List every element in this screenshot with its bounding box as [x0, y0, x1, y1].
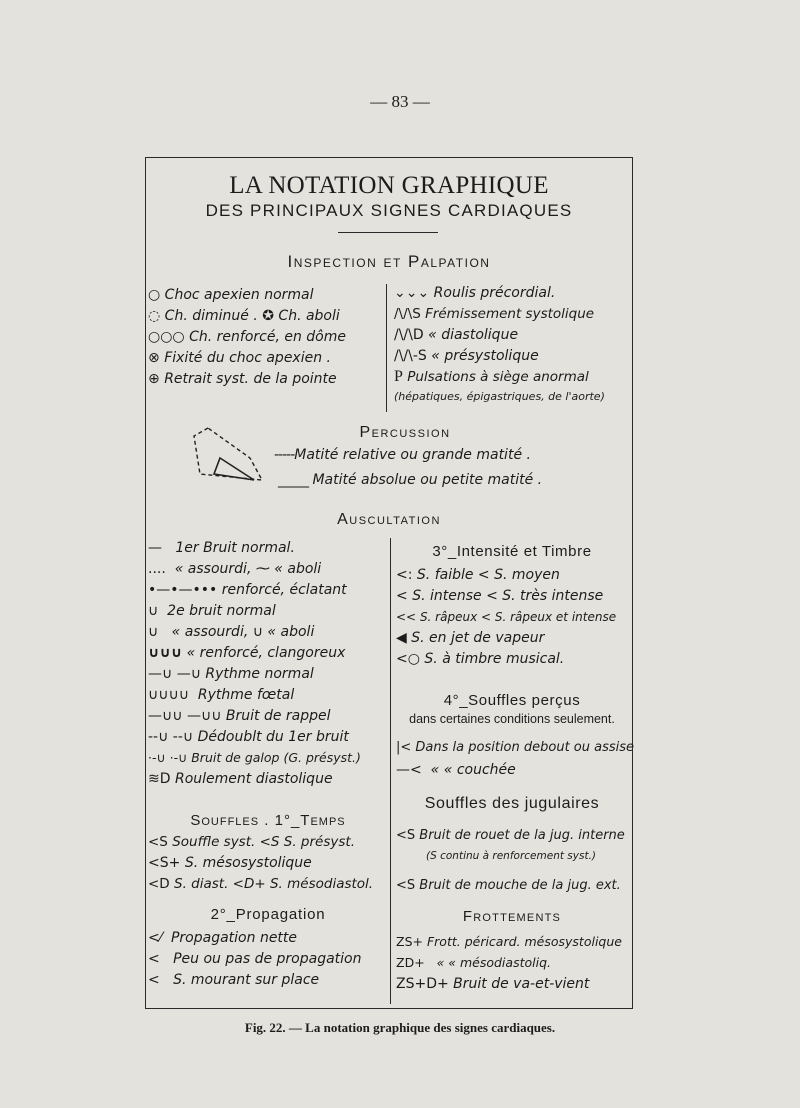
frottements-heading: Frottements — [462, 908, 562, 925]
souffles-percus-heading: 4°_Souffles perçus — [443, 692, 581, 709]
item-text: Fixité du choc apexien . — [164, 350, 331, 366]
item-text: Pulsations à siège anormal — [407, 369, 589, 385]
list-item — [394, 367, 589, 387]
figure-caption: Fig. 22. — La notation graphique des signes cardiaques. — [244, 1020, 556, 1035]
symbol: ◌ — [148, 308, 161, 324]
heart-outline-icon — [190, 424, 270, 488]
list-item — [396, 760, 516, 780]
list-item — [148, 327, 346, 347]
list-item — [148, 970, 319, 990]
list-item — [148, 832, 355, 852]
souffles-list — [148, 832, 388, 902]
propagation-heading: 2°_Propagation — [210, 906, 326, 923]
item-text: Bruit de mouche de la jug. ext. — [419, 878, 621, 893]
item-text: S. diast. <D+ S. mésodiastol. — [174, 876, 374, 892]
item-text: Matité absolue ou petite matité . — [312, 472, 543, 488]
symbol: ·-∪ ·-∪ — [148, 750, 188, 765]
list-item — [148, 664, 314, 684]
symbol: .... — [148, 561, 166, 577]
item-text: Matité relative ou grande matité . — [294, 447, 531, 463]
symbol: ∪∪∪∪ — [148, 687, 189, 703]
item-text: Roulement diastolique — [174, 771, 333, 787]
list-item — [148, 769, 333, 789]
list-item — [148, 706, 331, 726]
list-item — [394, 283, 555, 303]
item-text: Bruit de galop (G. présyst.) — [191, 750, 361, 765]
title-line-1: LA NOTATION GRAPHIQUE — [229, 172, 549, 199]
souffles-heading: Souffles . 1°_Temps — [190, 812, 346, 829]
solid-line-symbol: _____ — [278, 472, 308, 488]
symbol: <○ — [396, 651, 420, 667]
symbol: ∪ — [148, 603, 159, 619]
list-item — [148, 748, 361, 768]
percussion-heading: Percussion — [359, 424, 451, 441]
item-text: Rythme normal — [205, 666, 314, 682]
symbol: ≋D — [148, 771, 171, 787]
symbol: <S — [396, 828, 416, 843]
list-item — [396, 649, 564, 669]
symbol: /\/\S — [394, 306, 421, 322]
symbol: < — [148, 951, 160, 967]
dashed-line-symbol: ----- — [274, 447, 295, 463]
item-text: Peu ou pas de propagation — [173, 951, 362, 967]
list-item — [396, 586, 603, 606]
propagation-list — [148, 928, 388, 994]
item-text: S. mésosystolique — [184, 855, 312, 871]
item-text: Bruit de rouet de la jug. interne — [419, 828, 625, 843]
item-text: « « couchée — [430, 762, 516, 778]
item-text: S. à timbre musical. — [424, 651, 565, 667]
list-item — [148, 853, 312, 873]
item-text: Frémissement systolique — [425, 306, 595, 322]
list-item — [396, 607, 616, 627]
bruits-list — [148, 538, 388, 798]
list-item — [396, 565, 560, 585]
symbol: < — [396, 588, 408, 604]
item-text: (hépatiques, épigastriques, de l'aorte) — [394, 390, 605, 403]
symbol: <: — [396, 567, 413, 583]
jugulaires-list — [396, 826, 630, 896]
page-number: — 83 — — [370, 92, 430, 111]
symbol: << — [396, 610, 417, 624]
item-text: S. faible < S. moyen — [416, 567, 560, 583]
list-item — [148, 306, 340, 326]
item-text: « « mésodiastoliq. — [436, 955, 551, 970]
item-text: 1er Bruit normal. — [175, 540, 295, 556]
item-text: Dédoublt du 1er bruit — [197, 729, 349, 745]
item-text: Choc apexien normal — [164, 287, 314, 303]
symbol: <⁄ — [148, 930, 163, 946]
item-text: Roulis précordial. — [433, 285, 556, 301]
symbol: — — [148, 540, 162, 556]
symbol: <S — [148, 834, 168, 850]
list-item — [426, 846, 596, 866]
symbol: ◀ — [396, 630, 407, 646]
list-item — [148, 949, 361, 969]
list-item — [148, 538, 295, 558]
list-item — [148, 685, 294, 705]
item-text: Ch. renforcé, en dôme — [189, 329, 347, 345]
jugulaires-heading: Souffles des jugulaires — [424, 795, 600, 812]
symbol: ∪∪∪ — [148, 645, 183, 661]
list-item — [148, 643, 345, 663]
list-item — [148, 874, 373, 894]
intensite-heading: 3°_Intensité et Timbre — [432, 543, 592, 560]
list-item — [394, 346, 539, 366]
list-item — [148, 285, 314, 305]
symbol: •—•—••• — [148, 582, 218, 598]
item-text: (S continu à renforcement syst.) — [426, 850, 597, 862]
symbol: < — [148, 972, 160, 988]
inspection-heading: Inspection et Palpation — [287, 252, 491, 271]
list-item — [148, 369, 337, 389]
inspection-left-list — [148, 285, 380, 415]
item-text: S. mourant sur place — [173, 972, 320, 988]
auscultation-divider — [390, 538, 391, 1004]
souffles-percus-list — [396, 738, 635, 782]
symbol: ⊗ — [148, 350, 160, 366]
souffles-percus-subheading: dans certaines conditions seulement. — [409, 712, 615, 726]
symbol: /\/\D — [394, 327, 424, 343]
inspection-divider — [386, 284, 387, 412]
percussion-item — [274, 445, 531, 465]
item-text: Ch. diminué . ✪ Ch. aboli — [164, 308, 340, 324]
symbol: ZS+ — [396, 934, 423, 949]
symbol: ZD+ — [396, 955, 425, 970]
item-text: 2e bruit normal — [167, 603, 276, 619]
title-line-2: DES PRINCIPAUX SIGNES CARDIAQUES — [205, 201, 573, 220]
auscultation-heading: Auscultation — [337, 511, 441, 528]
symbol: ○ — [148, 287, 161, 303]
inspection-right-list — [394, 283, 630, 415]
item-text: « assourdi, ⁓ « aboli — [174, 561, 322, 577]
item-text: « renforcé, clangoreux — [186, 645, 346, 661]
symbol: |< — [396, 740, 412, 755]
item-text: S. en jet de vapeur — [411, 630, 545, 646]
list-item — [394, 325, 518, 345]
symbol: —< — [396, 762, 422, 778]
item-text: « assourdi, ∪ « aboli — [171, 624, 315, 640]
list-item — [396, 932, 622, 952]
item-text: « diastolique — [428, 327, 519, 343]
list-item — [396, 876, 621, 896]
symbol: --∪ --∪ — [148, 729, 194, 745]
list-item — [148, 727, 349, 747]
symbol: <S+ — [148, 855, 181, 871]
list-item — [148, 348, 331, 368]
symbol: <D — [148, 876, 170, 892]
symbol: P — [394, 368, 403, 385]
list-item — [396, 974, 589, 994]
list-item — [396, 826, 625, 846]
item-text: Rythme fœtal — [197, 687, 295, 703]
symbol: —∪ —∪ — [148, 666, 201, 682]
symbol: —∪∪ —∪∪ — [148, 708, 222, 724]
item-text: « présystolique — [431, 348, 539, 364]
symbol: ○○○ — [148, 329, 185, 345]
item-text: renforcé, éclatant — [221, 582, 347, 598]
symbol: ∪ — [148, 624, 159, 640]
item-text: Bruit de va-et-vient — [453, 976, 590, 992]
title-rule — [338, 232, 438, 233]
item-text: Dans la position debout ou assise — [415, 740, 635, 755]
symbol: ⊕ — [148, 371, 160, 387]
symbol: ZS+D+ — [396, 976, 449, 992]
list-item — [148, 622, 314, 642]
item-text: S. intense < S. très intense — [412, 588, 604, 604]
list-item — [148, 601, 276, 621]
intensite-list — [396, 565, 630, 675]
list-item — [148, 580, 347, 600]
symbol: /\/\-S — [394, 348, 427, 364]
item-text: Propagation nette — [170, 930, 298, 946]
item-text: Frott. péricard. mésosystolique — [426, 934, 622, 949]
list-item — [396, 953, 551, 973]
list-item — [396, 738, 634, 758]
frottements-list — [396, 932, 630, 998]
item-text: Souffle syst. <S S. présyst. — [172, 834, 355, 850]
list-item — [148, 559, 321, 579]
percussion-item — [278, 470, 542, 490]
list-item — [394, 304, 594, 324]
item-text: S. râpeux < S. râpeux et intense — [419, 610, 617, 624]
list-item — [394, 387, 605, 407]
symbol: ⌄⌄⌄ — [394, 285, 430, 301]
list-item — [396, 628, 544, 648]
item-text: Bruit de rappel — [225, 708, 331, 724]
list-item — [148, 928, 297, 948]
item-text: Retrait syst. de la pointe — [164, 371, 337, 387]
symbol: <S — [396, 878, 416, 893]
